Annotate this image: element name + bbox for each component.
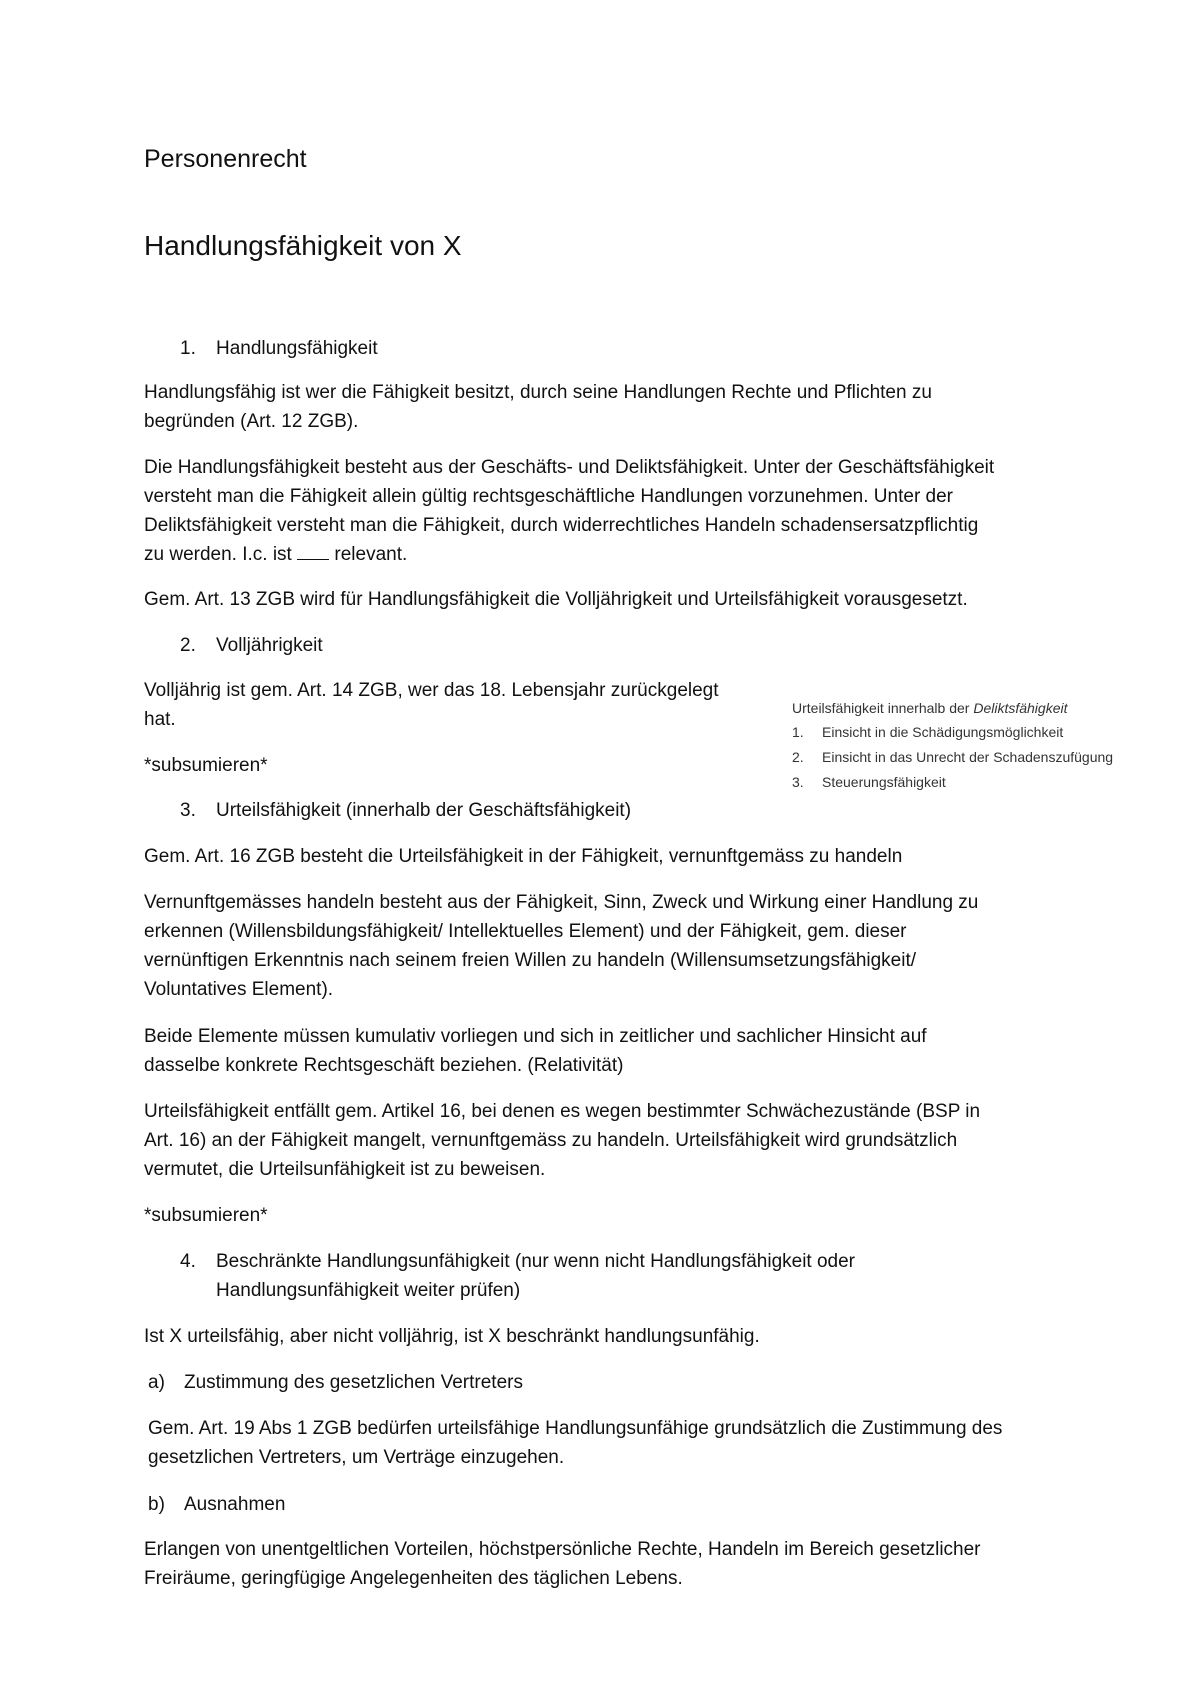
paragraph-text: relevant. [329, 544, 408, 565]
sidebox-item-number: 3. [792, 774, 804, 790]
paragraph-line: *subsumieren* [144, 1205, 268, 1226]
sidebox-list-item [792, 720, 1132, 745]
paragraph-line [144, 540, 407, 569]
paragraph-line: vernünftigen Erkenntnis nach seinem freien Willen zu handeln (Willensumsetzungsfähigkeit/ [144, 950, 917, 971]
sidebox-item-label: Steuerungsfähigkeit [822, 774, 946, 790]
subsection-heading: Zustimmung des gesetzlichen Vertreters [184, 1372, 523, 1393]
paragraph-line: Die Handlungsfähigkeit besteht aus der Geschäfts- und Deliktsfähigkeit. Unter der Geschäftsfähigkeit [144, 457, 995, 478]
paragraph-line: Erlangen von unentgeltlichen Vorteilen, höchstpersönliche Rechte, Handeln im Bereich gesetzlicher [144, 1539, 981, 1560]
sidebox-item-label: Einsicht in die Schädigungsmöglichkeit [822, 724, 1064, 740]
paragraph-line: Deliktsfähigkeit versteht man die Fähigkeit, durch widerrechtliches Handeln schadensersatzpflichtig [144, 515, 979, 536]
paragraph-line: Handlungsfähig ist wer die Fähigkeit besitzt, durch seine Handlungen Rechte und Pflichten zu [144, 382, 932, 403]
paragraph-line: Ist X urteilsfähig, aber nicht volljährig, ist X beschränkt handlungsunfähig. [144, 1326, 760, 1347]
section-label: Urteilsfähigkeit (innerhalb der Geschäftsfähigkeit) [216, 800, 632, 821]
paragraph-line: versteht man die Fähigkeit allein gültig rechtsgeschäftliche Handlungen vorzunehmen. Unter der [144, 486, 954, 507]
fill-in-blank [297, 545, 329, 560]
sidebox-item-number: 2. [792, 749, 804, 765]
paragraph-line: begründen (Art. 12 ZGB). [144, 411, 359, 432]
sidebox-list-item [792, 770, 1132, 795]
paragraph-text: zu werden. I.c. ist [144, 544, 298, 565]
paragraph-line: Gem. Art. 19 Abs 1 ZGB bedürfen urteilsfähige Handlungsunfähige grundsätzlich die Zustimmung des [148, 1418, 1003, 1439]
section-label: Handlungsfähigkeit [216, 338, 378, 359]
sidebox-item-label: Einsicht in das Unrecht der Schadenszufügung [822, 749, 1114, 765]
sidebox-title-text: Urteilsfähigkeit innerhalb der [792, 700, 974, 716]
paragraph-line: Urteilsfähigkeit entfällt gem. Artikel 16, bei denen es wegen bestimmter Schwächezustände (BSP in [144, 1101, 981, 1122]
paragraph-line: dasselbe konkrete Rechtsgeschäft beziehen. (Relativität) [144, 1055, 624, 1076]
paragraph-line: Gem. Art. 13 ZGB wird für Handlungsfähigkeit die Volljährigkeit und Urteilsfähigkeit vorausgesetzt. [144, 589, 968, 610]
paragraph-line: hat. [144, 709, 176, 730]
document-subtitle: Handlungsfähigkeit von X [144, 230, 462, 261]
subsection-label: b) [148, 1494, 165, 1515]
subsection-heading: Ausnahmen [184, 1494, 286, 1515]
sidebox-item-number: 1. [792, 724, 804, 740]
paragraph-line: Art. 16) an der Fähigkeit mangelt, vernunftgemäss zu handeln. Urteilsfähigkeit wird grundsätzlich [144, 1130, 958, 1151]
section-number: 4. [180, 1251, 196, 1272]
paragraph-line: Beide Elemente müssen kumulativ vorliegen und sich in zeitlicher und sachlicher Hinsicht auf [144, 1026, 927, 1047]
paragraph-line: erkennen (Willensbildungsfähigkeit/ Intellektuelles Element) und der Fähigkeit, gem. dieser [144, 921, 907, 942]
sidebox-title-emphasis: Deliktsfähigkeit [973, 700, 1068, 716]
paragraph-line: Freiräume, geringfügige Angelegenheiten des täglichen Lebens. [144, 1568, 683, 1589]
section-number: 2. [180, 635, 196, 656]
sidebox-list-item [792, 745, 1132, 770]
paragraph-line: Volljährig ist gem. Art. 14 ZGB, wer das 18. Lebensjahr zurückgelegt [144, 680, 719, 701]
paragraph-line: gesetzlichen Vertreters, um Verträge einzugehen. [148, 1447, 565, 1468]
paragraph-line: vermutet, die Urteilsunfähigkeit ist zu beweisen. [144, 1159, 546, 1180]
sidebox-deliktsfaehigkeit [792, 696, 1132, 795]
paragraph-line: Gem. Art. 16 ZGB besteht die Urteilsfähigkeit in der Fähigkeit, vernunftgemäss zu handeln [144, 846, 903, 867]
section-label: Beschränkte Handlungsunfähigkeit (nur wenn nicht Handlungsfähigkeit oder [216, 1251, 856, 1272]
paragraph-line: *subsumieren* [144, 755, 268, 776]
paragraph-line: Voluntatives Element). [144, 979, 334, 1000]
paragraph-line: Vernunftgemässes handeln besteht aus der Fähigkeit, Sinn, Zweck und Wirkung einer Handlung zu [144, 892, 979, 913]
section-number: 3. [180, 800, 196, 821]
document-title: Personenrecht [144, 145, 307, 173]
subsection-label: a) [148, 1372, 165, 1393]
section-label: Volljährigkeit [216, 635, 323, 656]
section-number: 1. [180, 338, 196, 359]
section-label-continued: Handlungsunfähigkeit weiter prüfen) [216, 1280, 521, 1301]
sidebox-title [792, 696, 1132, 720]
